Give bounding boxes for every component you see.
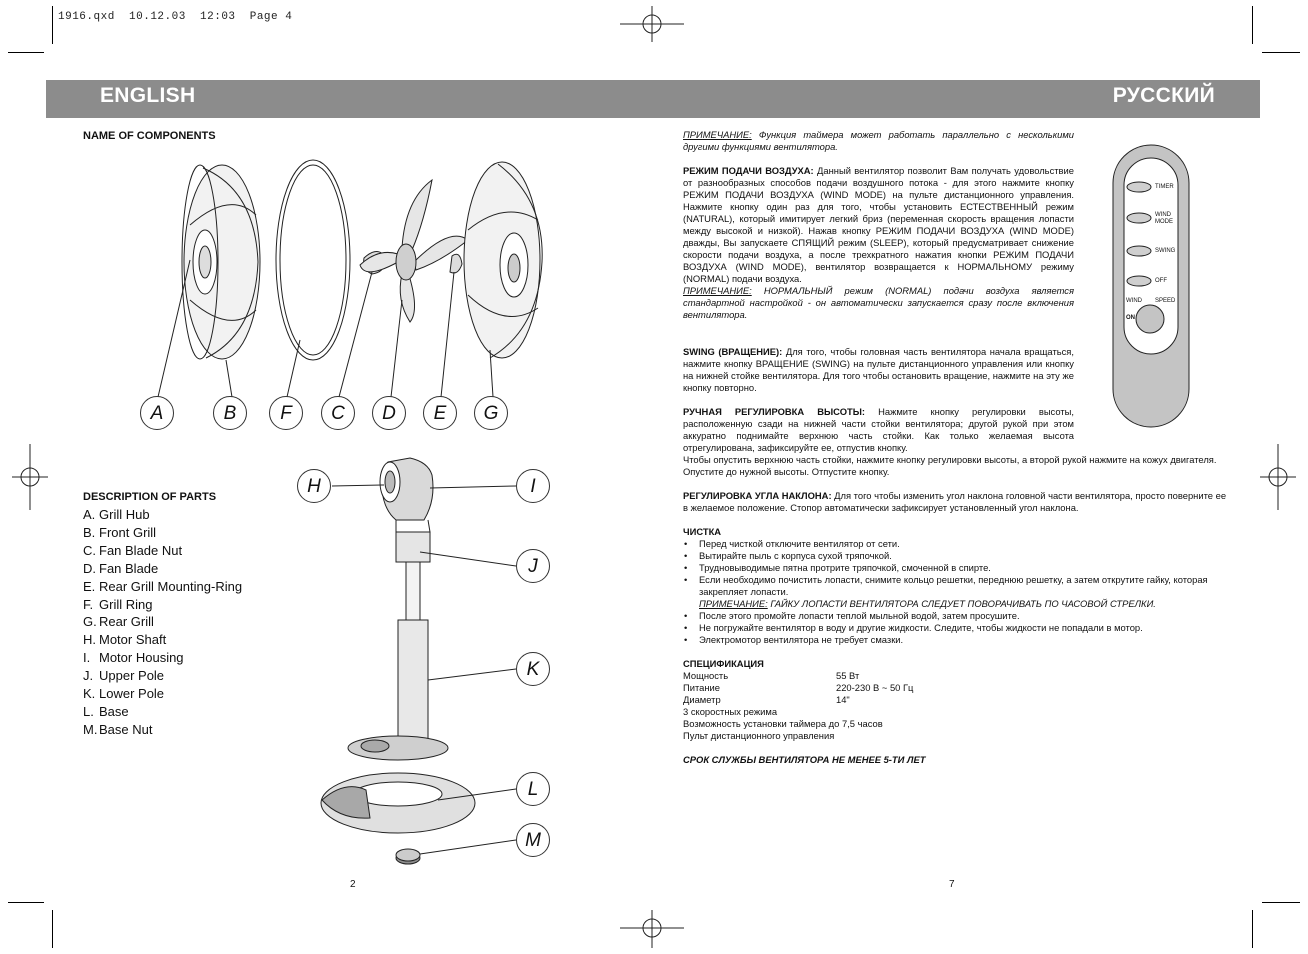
cleaning-list-2 <box>683 610 1228 646</box>
callout-l: L <box>516 772 550 806</box>
callout-a: A <box>140 396 174 430</box>
remote-on-label: ON <box>1126 315 1135 321</box>
part-item: C. Fan Blade Nut <box>83 542 183 558</box>
cleaning-heading: ЧИСТКА <box>683 526 722 537</box>
part-item: B. Front Grill <box>83 524 157 540</box>
part-item: A. Grill Hub <box>83 507 150 522</box>
remote-speed-label: SPEED <box>1155 298 1176 304</box>
remote-wind-label: WIND <box>1126 298 1142 304</box>
spec-line: Пульт дистанционного управления <box>683 730 835 741</box>
print-meta: 1916.qxd 10.12.03 12:03 Page 4 <box>58 11 293 23</box>
part-item: H. Motor Shaft <box>83 632 167 648</box>
banner-english-title: ENGLISH <box>100 84 196 107</box>
banner-russian-title: РУССКИЙ <box>1112 84 1215 107</box>
callout-g: G <box>474 396 508 430</box>
part-item: G. Rear Grill <box>83 614 154 630</box>
part-item: J. Upper Pole <box>83 668 165 684</box>
callout-e: E <box>423 396 457 430</box>
callout-m: M <box>516 823 550 857</box>
spec-row: Диаметр 14" <box>683 694 850 705</box>
remote-button-swing: SWING <box>1155 248 1176 254</box>
swing-section: SWING (ВРАЩЕНИЕ): Для того, чтобы головная часть вентилятора начала вращаться, нажмите кнопку ВРАЩЕНИЕ (SWING) на пульте дистанционного управления или кнопку на нижней стойке вентилятора. Для того чтобы остановить вращение, нажмите на эту же кнопку повторно. <box>683 346 1074 393</box>
cleaning-section <box>683 526 1228 646</box>
part-item: I. Motor Housing <box>83 650 184 666</box>
service-life-note: СРОК СЛУЖБЫ ВЕНТИЛЯТОРА НЕ МЕНЕЕ 5-ТИ ЛЕТ <box>683 754 926 765</box>
spec-line: 3 скоростных режима <box>683 706 778 717</box>
part-item: E. Rear Grill Mounting-Ring <box>83 578 243 594</box>
list-item: • Перед чисткой отключите вентилятор от сети. <box>683 538 1228 550</box>
list-item: • После этого промойте лопасти теплой мыльной водой, затем просушите. <box>683 610 1228 622</box>
list-item: • Электромотор вентилятора не требует смазки. <box>683 634 1228 646</box>
list-item: • Трудновыводимые пятна протрите тряпочкой, смоченной в спирте. <box>683 562 1228 574</box>
callout-d: D <box>372 396 406 430</box>
part-item: F. Grill Ring <box>83 596 153 612</box>
callout-f: F <box>269 396 303 430</box>
height-section: РУЧНАЯ РЕГУЛИРОВКА ВЫСОТЫ: Нажмите кнопку регулировки высоты, расположенную сзади на нижней части стойки вентилятора; другой рукой при этом аккуратно поднимайте верхнюю часть стойки. Как только желаемая высота отрегулирована, зафиксируйте ее, отпустив кнопку. <box>683 406 1074 453</box>
part-item: D. Fan Blade <box>83 560 159 576</box>
callout-j: J <box>516 549 550 583</box>
cleaning-note: ПРИМЕЧАНИЕ: ГАЙКУ ЛОПАСТИ ВЕНТИЛЯТОРА СЛЕДУЕТ ПОВОРАЧИВАТЬ ПО ЧАСОВОЙ СТРЕЛКИ. <box>699 598 1156 609</box>
cleaning-list <box>683 538 1228 598</box>
list-item: • Вытирайте пыль с корпуса сухой тряпочкой. <box>683 550 1228 562</box>
specification-section <box>683 658 1083 742</box>
list-item: • Если необходимо почистить лопасти, снимите кольцо решетки, переднюю решетку, а затем открутите гайку, которая закрепляет лопасти. <box>683 574 1228 598</box>
height-section-lower: Чтобы опустить верхнюю часть стойки, нажмите кнопку регулировки высоты, а второй рукой нажмите на кожух двигателя. Опустите до нужной высоты. Отпустите кнопку. <box>683 454 1217 477</box>
components-heading: NAME OF COMPONENTS <box>83 130 216 142</box>
part-item: M. Base Nut <box>83 721 153 737</box>
timer-note: ПРИМЕЧАНИЕ: Функция таймера может работать параллельно с несколькими другими функциями вентилятора. <box>683 129 1074 152</box>
wind-mode-section: РЕЖИМ ПОДАЧИ ВОЗДУХА: Данный вентилятор позволит Вам получать удовольствие от разнообразных способов подачи воздушного потока - для этого нажмите кнопку РЕЖИМ ПОДАЧИ ВОЗДУХА (WIND MODE) на пульте дистанционного управления. Нажмите кнопку один раз для того, чтобы установить ЕСТЕСТВЕННЫЙ режим (NATURAL), который имитирует легкий бриз (переменная скорость вращения лопасти между высокой и низкой). Нажав кнопку РЕЖИМ ПОДАЧИ ВОЗДУХА (WIND MODE) дважды, Вы запускаете СПЯЩИЙ режим (SLEEP), который предусматривает снижение скорости подачи воздуха, а после трехкратного нажатия кнопки РЕЖИМ ПОДАЧИ ВОЗДУХА (WIND MODE), вентилятор возвращается к НОРМАЛЬНОМУ режиму (NORMAL) подачи воздуха. ПРИМЕЧАНИЕ: НОРМАЛЬНЫЙ режим (NORMAL) подачи воздуха является стандартной настройкой - он автоматически запускается сразу после включения вентилятора. <box>683 165 1074 320</box>
tilt-section: РЕГУЛИРОВКА УГЛА НАКЛОНА: Для того чтобы изменить угол наклона головной части вентилятора, просто поверните ее в желаемое положение. Стопор автоматически зафиксирует установленный угол наклона. <box>683 490 1227 513</box>
page-number-left: 2 <box>350 879 356 890</box>
list-item: • Не погружайте вентилятор в воду и другие жидкости. Следите, чтобы жидкости не попадали в мотор. <box>683 622 1228 634</box>
part-item: K. Lower Pole <box>83 686 165 702</box>
callout-c: C <box>321 396 355 430</box>
remote-button-wind-mode: WIND MODE <box>1155 212 1173 225</box>
remote-button-timer: TIMER <box>1155 184 1174 190</box>
callout-i: I <box>516 469 550 503</box>
remote-button-off: OFF <box>1155 278 1167 284</box>
spec-heading: СПЕЦИФИКАЦИЯ <box>683 658 764 669</box>
part-item: L. Base <box>83 703 129 719</box>
spec-line: Возможность установки таймера до 7,5 часов <box>683 718 883 729</box>
spec-row: Питание 220-230 В ~ 50 Гц <box>683 682 914 693</box>
spec-row: Мощность 55 Вт <box>683 670 860 681</box>
callout-b: B <box>213 396 247 430</box>
description-heading: DESCRIPTION OF PARTS <box>83 491 217 503</box>
callout-k: K <box>516 652 550 686</box>
callout-h: H <box>297 469 331 503</box>
page-number-right: 7 <box>949 879 955 890</box>
